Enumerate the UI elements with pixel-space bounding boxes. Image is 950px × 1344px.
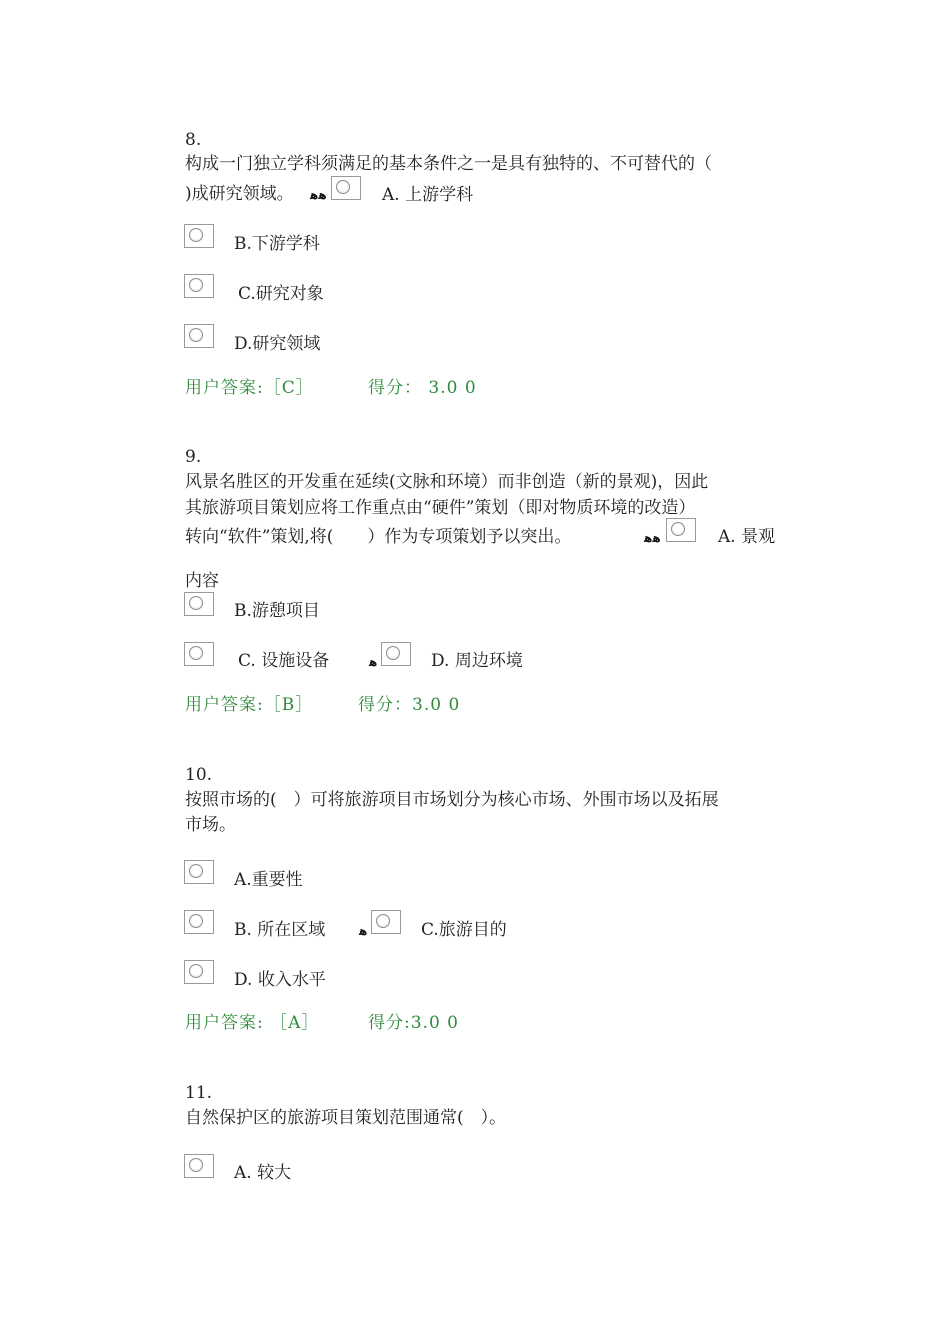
question-number-10: 10.	[185, 765, 213, 785]
question-stem-9-line-2: 其旅游项目策划应将工作重点由“硬件”策划（即对物质环境的改造）	[185, 498, 696, 518]
radio-q8-option-a[interactable]	[331, 176, 361, 200]
radio-q8-option-b[interactable]	[184, 224, 214, 248]
option-label-q8-a: A. 上游学科	[382, 185, 474, 205]
option-label-q9-a: A. 景观	[718, 527, 776, 547]
option-label-q8-d: D.研究领域	[234, 334, 321, 354]
radio-q10-option-d[interactable]	[184, 960, 214, 984]
radio-q9-option-c[interactable]	[184, 642, 214, 666]
radio-q9-option-d[interactable]	[381, 642, 411, 666]
question-stem-9-line-3: 转向“软件”策划,将( ）作为专项策划予以突出。	[185, 527, 572, 547]
user-answer-q9: 用户答案:［B］	[185, 695, 314, 715]
glyph-mark-q9-d: ﻫ	[369, 655, 378, 669]
radio-q10-option-a[interactable]	[184, 860, 214, 884]
option-label-q9-c: C. 设施设备	[238, 651, 330, 671]
question-stem-9-line-4: 内容	[185, 571, 219, 591]
user-answer-q8: 用户答案:［C］	[185, 378, 314, 398]
option-label-q8-b: B.下游学科	[234, 234, 320, 254]
question-stem-8-line-1: 构成一门独立学科须满足的基本条件之一是具有独特的、不可替代的（	[185, 154, 712, 174]
option-label-q8-c: C.研究对象	[238, 284, 324, 304]
radio-q9-option-a[interactable]	[666, 518, 696, 542]
question-number-11: 11.	[185, 1083, 213, 1103]
question-number-9: 9.	[185, 447, 202, 467]
glyph-mark-q9: ﻫﻫ	[644, 531, 661, 545]
option-label-q10-d: D. 收入水平	[234, 970, 326, 990]
radio-q9-option-b[interactable]	[184, 592, 214, 616]
glyph-mark-q8: ﻫﻫ	[310, 188, 327, 202]
option-label-q10-a: A.重要性	[234, 870, 303, 890]
radio-q8-option-d[interactable]	[184, 324, 214, 348]
question-stem-9-line-1: 风景名胜区的开发重在延续(文脉和环境）而非创造（新的景观)，因此	[185, 472, 709, 492]
question-stem-10-line-2: 市场。	[185, 815, 236, 835]
option-label-q10-c: C.旅游目的	[421, 920, 507, 940]
option-label-q9-b: B.游憩项目	[234, 601, 320, 621]
glyph-mark-q10: ﻫ	[359, 924, 368, 938]
score-q9: 得分：3.0 0	[358, 695, 461, 715]
question-stem-8-line-2: )成研究领域。	[185, 184, 294, 204]
question-stem-11-line-1: 自然保护区的旅游项目策划范围通常( ）。	[185, 1108, 507, 1128]
question-number-8: 8.	[185, 130, 202, 150]
option-label-q11-a: A. 较大	[234, 1163, 292, 1183]
option-label-q9-d: D. 周边环境	[431, 651, 523, 671]
score-q8: 得分： 3.0 0	[368, 378, 477, 398]
option-label-q10-b: B. 所在区域	[234, 920, 326, 940]
radio-q8-option-c[interactable]	[184, 274, 214, 298]
radio-q11-option-a[interactable]	[184, 1154, 214, 1178]
radio-q10-option-b[interactable]	[184, 910, 214, 934]
question-stem-10-line-1: 按照市场的( ）可将旅游项目市场划分为核心市场、外围市场以及拓展	[185, 790, 719, 810]
user-answer-q10: 用户答案: ［A］	[185, 1013, 320, 1033]
score-q10: 得分:3.0 0	[368, 1013, 459, 1033]
radio-q10-option-c[interactable]	[371, 910, 401, 934]
